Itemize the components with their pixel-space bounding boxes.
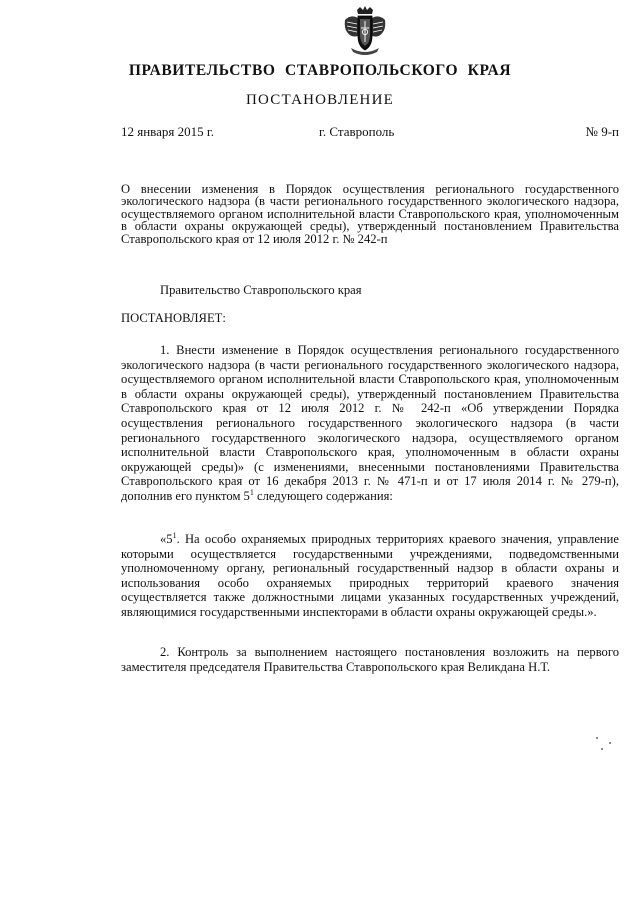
clause-superscript: 1 — [172, 530, 177, 540]
item-1-text: 1. Внести изменение в Порядок осуществления регионального государственного экологического надзора (в части регионального государственного экологического надзора, осуществляемого органом исполнительной власти Ставропольского края, уполномоченным в области охраны окружающей среды), утвержденный постановлением Правительства Ставропольского края от 12 июля 2012 г. № 242-п «Об утверждении Порядка осуществления регионального государственного экологического надзора (в части регионального государственного экологического надзора, осуществляемого органом исполнительной власти Ставропольского края, уполномоченным в области охраны окружающей среды)» (с изменениями, внесенными постановлениями Правительства Ставропольского края от 16 декабря 2013 г. № 471-п и от 17 июля 2014 г. № 279-п), дополнив его пунктом 5 — [121, 343, 619, 503]
inserted-clause — [121, 532, 619, 620]
government-title: ПРАВИТЕЛЬСТВО СТАВРОПОЛЬСКОГО КРАЯ — [128, 62, 512, 79]
clause-text: . На особо охраняемых природных территориях краевого значения, управление которыми осуществляется государственными учреждениями, подведомственными уполномоченному органу, региональный государственный надзор в области охраны и использования особо охраняемых природных территорий краевого значения осуществляется также должностными лицами указанных государственных учреждений, являющимися государственными инспекторами в области охраны окружающей среды.». — [121, 532, 619, 619]
document-date: 12 января 2015 г. — [121, 124, 215, 139]
item-1-text-end: следующего содержания: — [253, 488, 393, 503]
document-city: г. Ставрополь — [319, 124, 395, 139]
issuing-authority: Правительство Ставропольского края — [160, 283, 362, 297]
resolution-item-1 — [121, 343, 619, 504]
document-type: ПОСТАНОВЛЕНИЕ — [246, 92, 394, 108]
clause-number: «5 — [160, 532, 173, 546]
scan-speck — [609, 742, 611, 744]
document-meta — [121, 124, 619, 142]
scan-speck — [601, 748, 603, 750]
stavropol-coat-of-arms-icon — [343, 6, 387, 56]
document-subject: О внесении изменения в Порядок осуществления регионального государственного экологического надзора (в части регионального государственного экологического надзора, осуществляемого органом исполнительной власти Ставропольского края, уполномоченным в области охраны окружающей среды), утвержденный постановлением Правительства Ставропольского края от 12 июля 2012 г. № 242-п — [121, 182, 619, 246]
resolves-heading: ПОСТАНОВЛЯЕТ: — [121, 311, 226, 325]
resolution-item-2: 2. Контроль за выполнением настоящего постановления возложить на первого заместителя председателя Правительства Ставропольского края Великдана Н.Т. — [121, 645, 619, 674]
scan-speck — [596, 737, 598, 739]
item-1-superscript: 1 — [249, 487, 254, 497]
document-number: № 9-п — [585, 124, 619, 139]
